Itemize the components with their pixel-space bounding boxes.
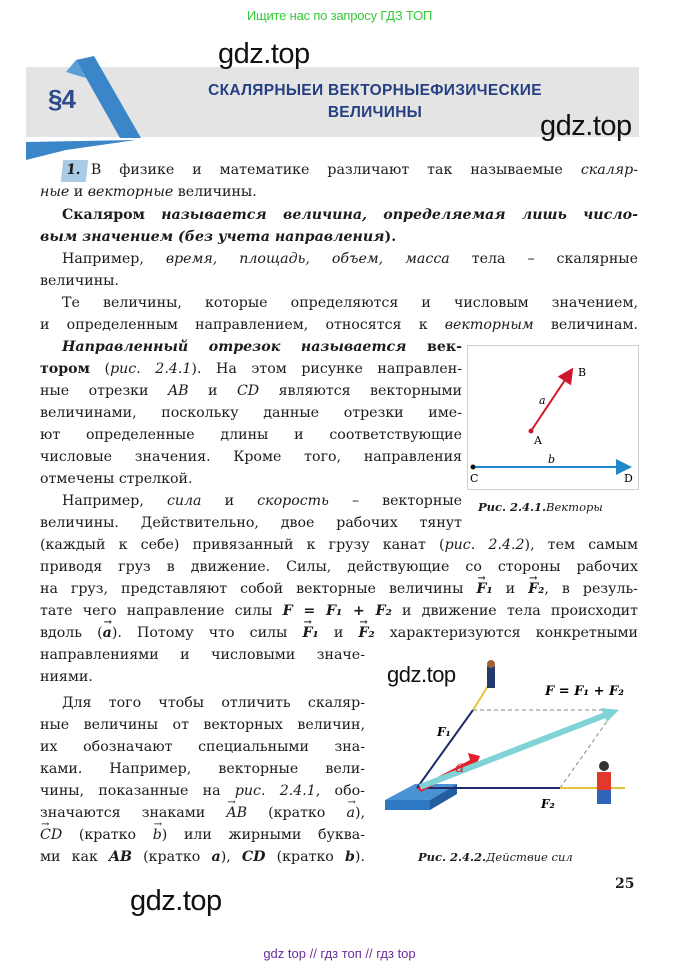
definition-line: вым значением (без учета направления). [40,229,397,245]
paragraph-line: ют определенные длины и соответствующие [40,427,462,443]
paragraph-line: чины, показанные на рис. 2.4.1, обо- [40,783,365,799]
figure2-caption: Рис. 2.4.2.Действие сил [418,850,573,864]
vectors-diagram-icon [468,346,638,489]
svg-text:B: B [578,366,587,379]
paragraph-line: ные и векторные величины. [40,184,257,200]
paragraph-line: величинами, поскольку данные отрезки име- [40,405,462,421]
paragraph-line: приводя груз в движение. Силы, действующие со стороны рабочих [40,559,638,575]
paragraph-line: вдоль (→ a). Потому что силы → F₁ и → F₂ характеризуются конкретными [40,623,638,645]
watermark: gdz.top [387,662,456,687]
paragraph-line: Например, сила и скорость – векторные [62,493,463,509]
figure-reference-link[interactable]: рис. 2.4.2 [444,537,525,553]
paragraph-line: тором (рис. 2.4.1). На этом рисунке направлен- [40,361,462,377]
svg-text:F = F₁ + F₂: F = F₁ + F₂ [545,684,624,699]
paragraph-line: (каждый к себе) привязанный к грузу канат (рис. 2.4.2), тем самым [40,537,638,553]
paragraph-line: направлениями и числовыми значе- [40,647,365,663]
paragraph-line: → CD (кратко → b) или жирными буква- [40,825,365,847]
paragraph-line: ные величины от векторных величин, [40,717,365,733]
section-title: СКАЛЯРНЫЕИ ВЕКТОРНЫЕФИЗИЧЕСКИЕ ВЕЛИЧИНЫ [208,82,542,121]
paragraph-line: Например, время, площадь, объем, масса тела – скалярные [62,251,638,267]
paragraph-line: числовые значения. Кроме того, направления [40,449,462,465]
paragraph-line: Для того чтобы отличить скаляр- [62,695,365,711]
paragraph-line: на груз, представляют собой векторные величины → F₁ и → F₂, в резуль- [40,579,638,601]
item-number: 1. [61,160,88,182]
paragraph-line: тате чего направление силы F = F₁ + F₂ и движение тела происходит [40,603,638,619]
definition-line: Направленный отрезок называется век- [62,339,462,355]
svg-text:F₂: F₂ [541,797,555,811]
svg-text:b: b [548,453,556,466]
paragraph-line: ниями. [40,669,93,685]
formula: F = F₁ + F₂ [282,603,392,619]
svg-text:D: D [624,472,633,485]
paragraph-line: Те величины, которые определяются и числовым значением, [62,295,638,311]
footer-links: gdz top // гдз топ // гдз top [263,946,416,961]
watermark: gdz.top [540,110,632,142]
svg-text:C: C [470,472,479,485]
paragraph-line: их обозначают специальными зна- [40,739,365,755]
figure-reference-link[interactable]: рис. 2.4.1 [234,783,316,799]
paragraph-line: и определенным направлением, относятся к векторным величинам. [40,317,638,333]
paragraph-line: отмечены стрелкой. [40,471,193,487]
definition-line: Скаляром называется величина, определяемая лишь число- [62,207,638,223]
paragraph-line: величины. Действительно, двое рабочих тянут [40,515,462,531]
svg-text:A: A [534,434,542,447]
force-diagram-icon [375,660,650,845]
figure1-caption: Рис. 2.4.1.Векторы [478,500,603,514]
paragraph-line: 1. В физике и математике различают так называемые скаляр- [40,160,638,182]
paragraph-line: значаются знаками → AB (кратко → a), [40,803,365,825]
watermark: gdz.top [130,885,222,917]
svg-text:a: a [455,757,465,776]
page-number: 25 [615,876,635,892]
figure-reference-link[interactable]: рис. 2.4.1 [110,361,192,377]
paragraph-line: ками. Например, векторные вели- [40,761,365,777]
figure-vectors [467,345,639,490]
search-banner: Ищите нас по запросу ГДЗ ТОП [246,8,433,23]
svg-text:F₁: F₁ [437,725,451,739]
paragraph-line: величины. [40,273,119,289]
paragraph-line: ми как AB (кратко a), CD (кратко b). [40,849,365,865]
svg-text:a: a [539,394,546,407]
paragraph-line: ные отрезки AB и CD являются векторными [40,383,462,399]
section-number: §4 [48,84,75,114]
watermark: gdz.top [218,38,310,70]
